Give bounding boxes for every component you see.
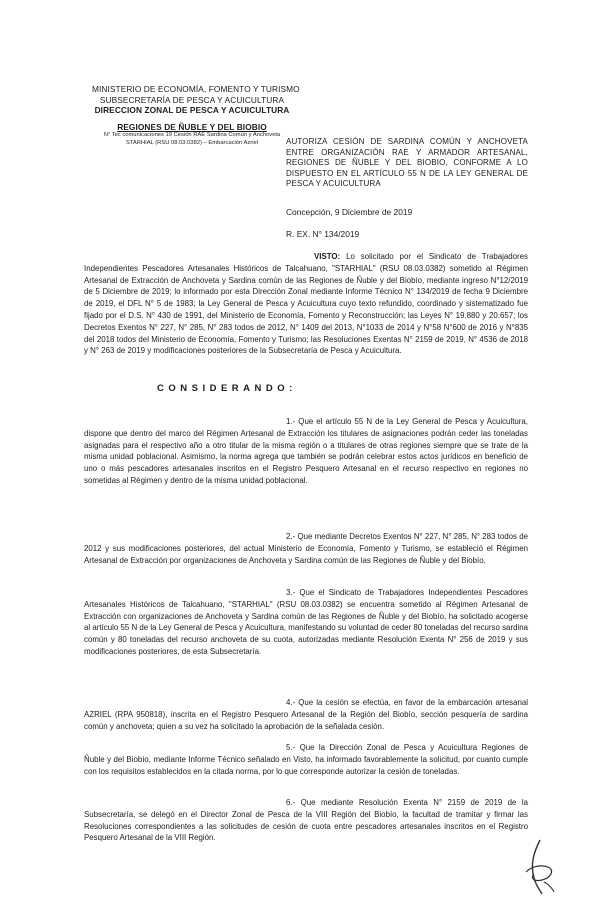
regions-line: REGIONES DE ÑUBLE Y DEL BIOBIO — [117, 121, 267, 132]
resolution-subject: AUTORIZA CESIÓN DE SARDINA COMÚN Y ANCHOVETA ENTRE ORGANIZACIÓN RAE Y ARMADOR ARTESANAL, REGIONES DE ÑUBLE Y DEL BIOBIO, CONFORME A LO DISPUESTO EN EL ARTÍCULO 55 N DE LA LEY GENERAL DE PESCA Y ACUICULTURA — [286, 137, 528, 189]
considerando-6: 6.- Que mediante Resolución Exenta N° 2159 de 2019 de la Subsecretaría, se delegó en el Director Zonal de Pesca de la VIII Región del Biobío, la facultad de tramitar y firmar las Resoluciones correspondientes a las solicitudes de cesión de cuota entre pescadores artesanales inscritos en el Registro Pesquero Artesanal de la VIII Región. — [84, 798, 528, 843]
considerando-heading: CONSIDERANDO: — [157, 383, 297, 394]
considerando-2: 2.- Que mediante Decretos Exentos N° 227, N° 285, N° 283 todos de 2012 y sus modificaciones posteriores, del actual Ministerio de Economía, Fomento y Turismo, se estableció el Régimen Artesanal de Extracción por organizaciones de Anchoveta y Sardina común de las Regiones de Ñuble y del Biobío. — [84, 532, 528, 565]
subsecretary-line: SUBSECRETARÍA DE PESCA Y ACUICULTURA — [99, 94, 285, 105]
visto-paragraph — [84, 251, 528, 357]
ministry-line: MINISTERIO DE ECONOMÍA, FOMENTO Y TURISMO — [92, 84, 300, 94]
considerando-4: 4.- Que la cesión se efectúa, en favor de la embarcación artesanal AZRIEL (RPA 950818), inscrita en el Registro Pesquero Artesanal de la Región del Biobío, sección pesquería de sardina común y anchoveta; quien a su vez ha solicitado la aprobación de la señalada cesión. — [84, 698, 528, 731]
considerando-1: 1.- Que el artículo 55 N de la Ley General de Pesca y Acuicultura, dispone que dentro del marco del Régimen Artesanal de Extracción los titulares de asignaciones podrán ceder las toneladas asignadas para el respectivo año a otro titular de la misma región o a titulares de otras regiones siempre que se trate de la misma unidad poblacional. Asimismo, la norma agrega que también se podrán celebrar estos actos jurídicos en beneficio de uno o más pescadores artesanales inscritos en el Registro Pesquero Artesanal en el recurso respectivo en regiones no sometidas al Régimen y dentro de la misma unidad poblacional. — [84, 417, 528, 485]
reference-line-1: N° Tec comunicaciones 19 Cesión RAE Sardina Común y Anchoveta — [103, 132, 281, 138]
reference-line-2: STARHIAL (RSU 08.03.0382) – Embarcación Azriel — [125, 139, 259, 146]
considerando-3: 3.- Que el Sindicato de Trabajadores Independientes Pescadores Artesanales Históricos de Talcahuano, "STARHIAL" (RSU 08.03.0382) se encuentra sometido al Régimen Artesanal de Extracción con organizaciones de Anchoveta y Sardina común de las Regiones de Ñuble y del Biobío, ha solicitado acogerse al artículo 55 N de la Ley General de Pesca y Acuicultura, manifestando su voluntad de ceder 80 toneladas del recurso sardina común y 80 toneladas del recurso anchoveta de su cuota, autorizadas mediante Resolución Exenta N° 256 de 2019 y sus modificaciones posteriores, de esta Subsecretaría. — [84, 588, 528, 656]
considerando-5: 5.- Que la Dirección Zonal de Pesca y Acuicultura Regiones de Ñuble y del Biobío, mediante Informe Técnico señalado en Visto, ha informado favorablemente la solicitud, por cuanto cumple con los requisitos establecidos en la citada norma, por lo que corresponde autorizar la cesión de toneladas. — [84, 743, 528, 776]
letterhead — [92, 84, 300, 147]
visto-text: Lo solicitado por el Sindicato de Trabajadores Independientes Pescadores Artesanales Históricos de Talcahuano, "STARHIAL" (RSU 08.03.0382) sometido al Régimen Artesanal de Extracción de Anchoveta y Sardina común de las Regiones de Ñuble y del Biobío, mediante ingreso N°12/2019 de 5 Diciembre de 2019; lo informado por esta Dirección Zonal mediante Informe Técnico N° 134/2019 de fecha 9 Diciembre de 2019, el DFL N° 5 de 1983; la Ley General de Pesca y Acuicultura cuyo texto refundido, coordinado y sistematizado fue fijado por el D.S. N° 430 de 1991, del Ministerio de Economía, Fomento y Reconstrucción; las Leyes N° 19.880 y 20.657; los Decretos Exentos N° 227, N° 285, N° 283 todos de 2012, N° 1409 del 2013, N°1033 de 2014 y N°58 N°600 de 2016 y N°835 del 2018 todos del Ministerio de Economía, Fomento y Turismo; las Resoluciones Exentas N° 2159 de 2019, N° 4536 de 2018 y N° 263 de 2019 y modificaciones posteriores de la Subsecretaría de Pesca y Acuicultura. — [84, 252, 528, 356]
visto-label: VISTO: — [314, 252, 341, 261]
resolution-date: Concepción, 9 Diciembre de 2019 — [286, 207, 413, 217]
signature-initials — [520, 838, 560, 896]
resolution-number: R. EX. N° 134/2019 — [286, 229, 360, 239]
direction-line: DIRECCION ZONAL DE PESCA Y ACUICULTURA — [94, 105, 290, 115]
